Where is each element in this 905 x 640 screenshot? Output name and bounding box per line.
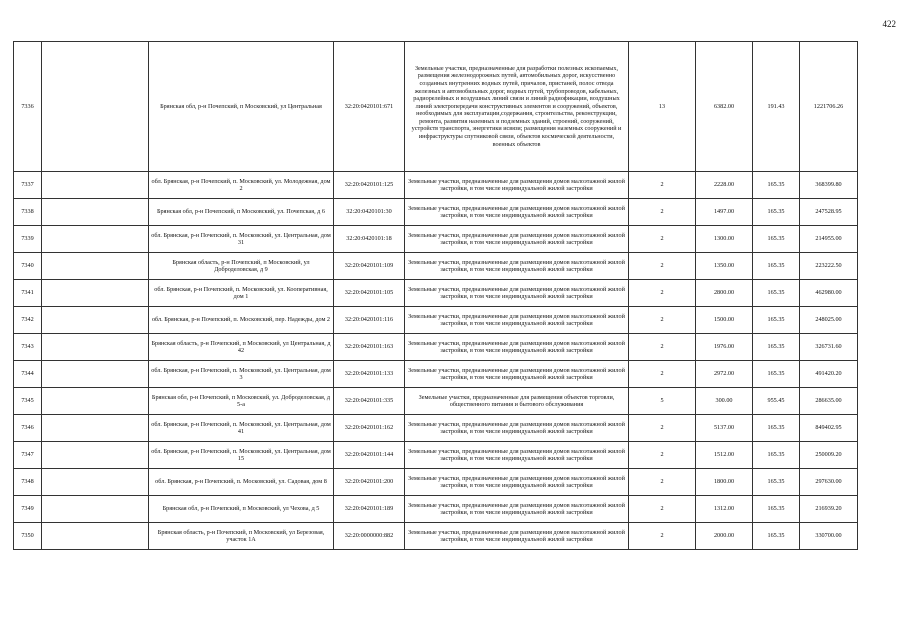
- area-cell: 1350.00: [696, 253, 753, 280]
- address-cell: обл. Брянская, р-н Почепский, п. Московский, ул. Центральная, дом 41: [149, 415, 334, 442]
- area-cell: 6382.00: [696, 42, 753, 172]
- specific-value-cell: 165.35: [753, 253, 800, 280]
- record-number: 7344: [14, 361, 42, 388]
- record-number: 7339: [14, 226, 42, 253]
- cadastral-number-cell: 32:20:0420101:105: [334, 280, 405, 307]
- record-number: 7345: [14, 388, 42, 415]
- land-use-cell: Земельные участки, предназначенные для размещения домов малоэтажной жилой застройки, в том числе индивидуальной жилой застройки: [405, 334, 629, 361]
- table-row: [14, 388, 858, 415]
- blank-cell: [42, 334, 149, 361]
- cadastral-number-cell: 32:20:0420101:18: [334, 226, 405, 253]
- blank-cell: [42, 226, 149, 253]
- blank-cell: [42, 42, 149, 172]
- table-row: [14, 172, 858, 199]
- use-group-cell: 2: [629, 361, 696, 388]
- cadastral-value-cell: 491420.20: [800, 361, 858, 388]
- record-number: 7336: [14, 42, 42, 172]
- address-cell: Брянская область, р-н Почепский, п Московский, ул Березовая, участок 1А: [149, 523, 334, 550]
- address-cell: Брянская обл, р-н Почепский, п Московский, ул Центральная: [149, 42, 334, 172]
- record-number: 7343: [14, 334, 42, 361]
- address-cell: обл. Брянская, р-н Почепский, п. Московский, ул. Центральная, дом 31: [149, 226, 334, 253]
- cadastral-value-cell: 462980.00: [800, 280, 858, 307]
- cadastral-number-cell: 32:20:0420101:144: [334, 442, 405, 469]
- address-cell: обл. Брянская, р-н Почепский, п. Московский, ул. Центральная, дом 15: [149, 442, 334, 469]
- table-row: [14, 280, 858, 307]
- land-use-cell: Земельные участки, предназначенные для размещения домов малоэтажной жилой застройки, в том числе индивидуальной жилой застройки: [405, 361, 629, 388]
- record-number: 7337: [14, 172, 42, 199]
- cadastral-registry-table: [13, 41, 858, 550]
- land-use-cell: Земельные участки, предназначенные для размещения домов малоэтажной жилой застройки, в том числе индивидуальной жилой застройки: [405, 307, 629, 334]
- table-row: [14, 42, 858, 172]
- land-use-cell: Земельные участки, предназначенные для размещения объектов торговли, общественного питания и бытового обслуживания: [405, 388, 629, 415]
- registry-body: [14, 42, 858, 550]
- specific-value-cell: 191.43: [753, 42, 800, 172]
- table-row: [14, 253, 858, 280]
- record-number: 7346: [14, 415, 42, 442]
- specific-value-cell: 165.35: [753, 226, 800, 253]
- area-cell: 5137.00: [696, 415, 753, 442]
- address-cell: Брянская обл, р-н Почепский, п Московский, ул. Почепская, д 6: [149, 199, 334, 226]
- table-row: [14, 415, 858, 442]
- table-row: [14, 226, 858, 253]
- specific-value-cell: 165.35: [753, 523, 800, 550]
- area-cell: 1300.00: [696, 226, 753, 253]
- specific-value-cell: 165.35: [753, 280, 800, 307]
- cadastral-number-cell: 32:20:0420101:189: [334, 496, 405, 523]
- specific-value-cell: 165.35: [753, 199, 800, 226]
- address-cell: обл. Брянская, р-н Почепский, п. Московский, ул. Кооперативная, дом 1: [149, 280, 334, 307]
- blank-cell: [42, 523, 149, 550]
- record-number: 7341: [14, 280, 42, 307]
- cadastral-value-cell: 849402.95: [800, 415, 858, 442]
- cadastral-number-cell: 32:20:0420101:162: [334, 415, 405, 442]
- blank-cell: [42, 280, 149, 307]
- table-row: [14, 523, 858, 550]
- page-number: 422: [882, 19, 896, 29]
- use-group-cell: 2: [629, 199, 696, 226]
- blank-cell: [42, 361, 149, 388]
- cadastral-value-cell: 286635.00: [800, 388, 858, 415]
- area-cell: 2000.00: [696, 523, 753, 550]
- cadastral-number-cell: 32:20:0420101:109: [334, 253, 405, 280]
- area-cell: 1312.00: [696, 496, 753, 523]
- specific-value-cell: 165.35: [753, 361, 800, 388]
- blank-cell: [42, 469, 149, 496]
- blank-cell: [42, 307, 149, 334]
- cadastral-number-cell: 32:20:0420101:200: [334, 469, 405, 496]
- record-number: 7349: [14, 496, 42, 523]
- specific-value-cell: 165.35: [753, 307, 800, 334]
- land-use-cell: Земельные участки, предназначенные для размещения домов малоэтажной жилой застройки, в том числе индивидуальной жилой застройки: [405, 496, 629, 523]
- record-number: 7350: [14, 523, 42, 550]
- use-group-cell: 2: [629, 253, 696, 280]
- cadastral-value-cell: 247528.95: [800, 199, 858, 226]
- blank-cell: [42, 442, 149, 469]
- cadastral-number-cell: 32:20:0420101:116: [334, 307, 405, 334]
- record-number: 7338: [14, 199, 42, 226]
- table-row: [14, 361, 858, 388]
- table-row: [14, 496, 858, 523]
- specific-value-cell: 955.45: [753, 388, 800, 415]
- use-group-cell: 13: [629, 42, 696, 172]
- cadastral-value-cell: 214955.00: [800, 226, 858, 253]
- cadastral-value-cell: 250009.20: [800, 442, 858, 469]
- specific-value-cell: 165.35: [753, 442, 800, 469]
- use-group-cell: 2: [629, 334, 696, 361]
- address-cell: Брянская обл, р-н Почепский, п Московский, ул Чехова, д 5: [149, 496, 334, 523]
- land-use-cell: Земельные участки, предназначенные для размещения домов малоэтажной жилой застройки, в том числе индивидуальной жилой застройки: [405, 199, 629, 226]
- land-use-cell: Земельные участки, предназначенные для размещения домов малоэтажной жилой застройки, в том числе индивидуальной жилой застройки: [405, 280, 629, 307]
- area-cell: 1512.00: [696, 442, 753, 469]
- area-cell: 1800.00: [696, 469, 753, 496]
- blank-cell: [42, 496, 149, 523]
- address-cell: Брянская область, р-н Почепский, п Московский, ул Центральная, д 42: [149, 334, 334, 361]
- land-use-cell: Земельные участки, предназначенные для размещения домов малоэтажной жилой застройки, в том числе индивидуальной жилой застройки: [405, 442, 629, 469]
- address-cell: Брянская область, р-н Почепский, п Московский, ул Доброделовская, д 9: [149, 253, 334, 280]
- cadastral-number-cell: 32:20:0420101:125: [334, 172, 405, 199]
- cadastral-value-cell: 297630.00: [800, 469, 858, 496]
- area-cell: 1500.00: [696, 307, 753, 334]
- blank-cell: [42, 253, 149, 280]
- blank-cell: [42, 172, 149, 199]
- land-use-cell: Земельные участки, предназначенные для размещения домов малоэтажной жилой застройки, в том числе индивидуальной жилой застройки: [405, 172, 629, 199]
- address-cell: обл. Брянская, р-н Почепский, п. Московский, пер. Надежды, дом 2: [149, 307, 334, 334]
- table-row: [14, 442, 858, 469]
- land-use-cell: Земельные участки, предназначенные для размещения домов малоэтажной жилой застройки, в том числе индивидуальной жилой застройки: [405, 253, 629, 280]
- table-row: [14, 307, 858, 334]
- area-cell: 1976.00: [696, 334, 753, 361]
- record-number: 7348: [14, 469, 42, 496]
- address-cell: обл. Брянская, р-н Почепский, п. Московский, ул. Молодежная, дом 2: [149, 172, 334, 199]
- area-cell: 2228.00: [696, 172, 753, 199]
- area-cell: 300.00: [696, 388, 753, 415]
- blank-cell: [42, 415, 149, 442]
- area-cell: 2800.00: [696, 280, 753, 307]
- record-number: 7347: [14, 442, 42, 469]
- area-cell: 1497.00: [696, 199, 753, 226]
- specific-value-cell: 165.35: [753, 172, 800, 199]
- specific-value-cell: 165.35: [753, 415, 800, 442]
- cadastral-value-cell: 223222.50: [800, 253, 858, 280]
- cadastral-value-cell: 248025.00: [800, 307, 858, 334]
- land-use-cell: Земельные участки, предназначенные для размещения домов малоэтажной жилой застройки, в том числе индивидуальной жилой застройки: [405, 523, 629, 550]
- address-cell: обл. Брянская, р-н Почепский, п. Московский, ул. Садовая, дом 8: [149, 469, 334, 496]
- use-group-cell: 5: [629, 388, 696, 415]
- table-row: [14, 334, 858, 361]
- use-group-cell: 2: [629, 442, 696, 469]
- use-group-cell: 2: [629, 172, 696, 199]
- cadastral-number-cell: 32:20:0420101:671: [334, 42, 405, 172]
- land-use-cell: Земельные участки, предназначенные для размещения домов малоэтажной жилой застройки, в том числе индивидуальной жилой застройки: [405, 415, 629, 442]
- record-number: 7340: [14, 253, 42, 280]
- cadastral-value-cell: 326731.60: [800, 334, 858, 361]
- cadastral-number-cell: 32:20:0420101:335: [334, 388, 405, 415]
- land-use-cell: Земельные участки, предназначенные для разработки полезных ископаемых, размещения железнодорожных путей, автомобильных дорог, искусственно созданных внутренних водных путей, причалов, пристаней, полос отвода железных и автомобильных дорог, водных путей, трубопроводов, кабельных, радиорелейных и воздушных линий связи и линий радиофикации, воздушных линий электропередачи конструктивных элементов и сооружений, объектов, необходимых для эксплуатации,содержания, строительства, реконструкции, ремонта, развития наземных и подземных зданий, строений, сооружений, устройств транспорта, энергетики исвязи; размещения наземных сооружений и инфраструктуры спутниковой связи, объектов космической деятельности, военных объектов: [405, 42, 629, 172]
- cadastral-number-cell: 32:20:0000000:882: [334, 523, 405, 550]
- use-group-cell: 2: [629, 226, 696, 253]
- cadastral-number-cell: 32:20:0420101:133: [334, 361, 405, 388]
- cadastral-value-cell: 1221706.26: [800, 42, 858, 172]
- cadastral-value-cell: 330700.00: [800, 523, 858, 550]
- land-use-cell: Земельные участки, предназначенные для размещения домов малоэтажной жилой застройки, в том числе индивидуальной жилой застройки: [405, 469, 629, 496]
- specific-value-cell: 165.35: [753, 469, 800, 496]
- blank-cell: [42, 199, 149, 226]
- record-number: 7342: [14, 307, 42, 334]
- use-group-cell: 2: [629, 280, 696, 307]
- use-group-cell: 2: [629, 523, 696, 550]
- use-group-cell: 2: [629, 415, 696, 442]
- address-cell: Брянская обл, р-н Почепский, п Московский, ул. Доброделовская, д 5-а: [149, 388, 334, 415]
- cadastral-value-cell: 216939.20: [800, 496, 858, 523]
- blank-cell: [42, 388, 149, 415]
- address-cell: обл. Брянская, р-н Почепский, п. Московский, ул. Центральная, дом 3: [149, 361, 334, 388]
- specific-value-cell: 165.35: [753, 496, 800, 523]
- land-use-cell: Земельные участки, предназначенные для размещения домов малоэтажной жилой застройки, в том числе индивидуальной жилой застройки: [405, 226, 629, 253]
- use-group-cell: 2: [629, 496, 696, 523]
- area-cell: 2972.00: [696, 361, 753, 388]
- cadastral-number-cell: 32:20:0420101:30: [334, 199, 405, 226]
- use-group-cell: 2: [629, 469, 696, 496]
- cadastral-number-cell: 32:20:0420101:163: [334, 334, 405, 361]
- specific-value-cell: 165.35: [753, 334, 800, 361]
- cadastral-value-cell: 368399.80: [800, 172, 858, 199]
- table-row: [14, 469, 858, 496]
- use-group-cell: 2: [629, 307, 696, 334]
- table-row: [14, 199, 858, 226]
